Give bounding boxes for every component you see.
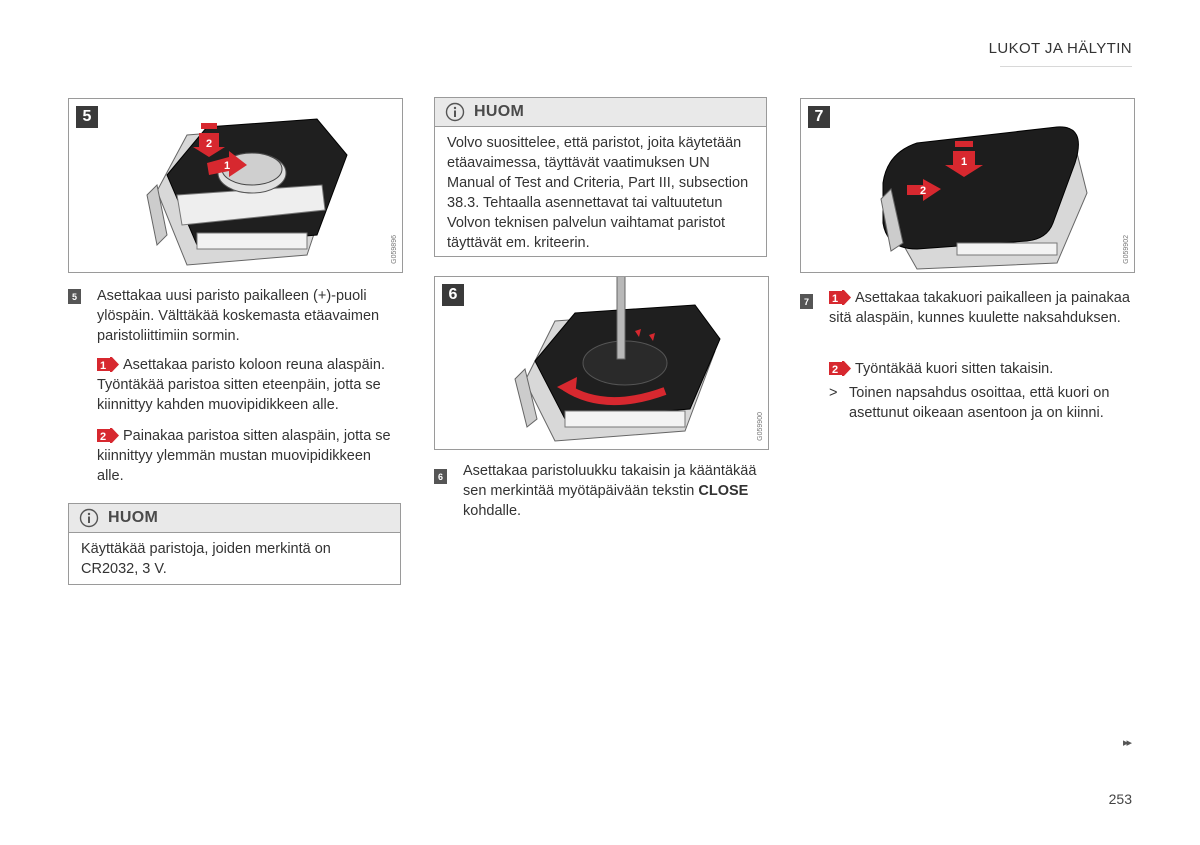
note-body: Käyttäkää paristoja, joiden merkintä on CR2032, 3 V. bbox=[81, 541, 331, 577]
svg-text:2: 2 bbox=[205, 138, 213, 150]
figure-5 bbox=[68, 98, 403, 273]
figure-number: 5 bbox=[76, 106, 98, 128]
svg-text:2: 2 bbox=[831, 364, 839, 376]
step-5 bbox=[68, 286, 398, 346]
substep-text: Painakaa paristoa sitten alaspäin, jotta se kiinnittyy ylemmän mustan muovipidikkeen alle. bbox=[97, 428, 391, 484]
red-arrow-1-icon bbox=[829, 290, 851, 305]
red-arrow-1-icon bbox=[97, 357, 119, 372]
substep-2 bbox=[97, 426, 399, 486]
substep-2 bbox=[829, 359, 1129, 379]
step-number-badge: 6 bbox=[434, 469, 447, 484]
svg-text:1: 1 bbox=[831, 293, 839, 305]
close-label: CLOSE bbox=[698, 483, 749, 499]
step-text bbox=[829, 288, 1130, 328]
key-battery-insert-illustration bbox=[69, 99, 402, 272]
note-body: Volvo suosittelee, että paristot, joita käytetään etäavaimessa, täyttävät vaatimuksen UN Manual of Test and Criteria, Part III, subsection 38.3. Tehtaalla asennettavat tai valtuutetun Volvon teknisen palvelun vaihtamat paristot täyttävät em. kriteerin. bbox=[447, 135, 749, 251]
note-box-battery-type bbox=[68, 503, 401, 585]
svg-text:1: 1 bbox=[223, 160, 231, 172]
note-box-battery-standard bbox=[434, 97, 767, 257]
figure-number: 6 bbox=[442, 284, 464, 306]
step-number-badge: 7 bbox=[800, 294, 813, 309]
step-number-badge: 5 bbox=[68, 289, 81, 304]
substep-1 bbox=[97, 355, 399, 415]
svg-text:2: 2 bbox=[919, 185, 927, 197]
figure-number: 7 bbox=[808, 106, 830, 128]
substep-text: Työntäkää kuori sitten takaisin. bbox=[855, 361, 1054, 377]
red-arrow-2-icon bbox=[829, 361, 851, 376]
step-text-main: Asettakaa takakuori paikalleen ja painakaa sitä alaspäin, kunnes kuulette naksahduksen. bbox=[829, 290, 1130, 326]
info-icon bbox=[79, 508, 99, 528]
figure-7 bbox=[800, 98, 1135, 273]
svg-text:2: 2 bbox=[99, 431, 107, 443]
step-text-main: Asettakaa paristoluukku takaisin ja kääntäkää sen merkintää myötäpäivään tekstin bbox=[463, 463, 757, 499]
note-header bbox=[69, 504, 400, 533]
key-cover-rotate-illustration bbox=[435, 277, 768, 449]
substep-text: Asettakaa paristo koloon reuna alaspäin. Työntäkää paristoa sitten eteenpäin, jotta se kiinnittyy kahden muovipidikkeen alle. bbox=[97, 357, 385, 413]
key-back-cover-illustration bbox=[801, 99, 1134, 272]
note-title: HUOM bbox=[108, 509, 159, 526]
step-text: Asettakaa uusi paristo paikalleen (+)-puoli ylöspäin. Välttäkää koskemasta etäavaimen paristoliittimiin sormin. bbox=[97, 288, 380, 344]
figure-code: G059896 bbox=[391, 235, 398, 264]
step-7 bbox=[800, 288, 1130, 328]
svg-text:1: 1 bbox=[960, 156, 968, 168]
note-title: HUOM bbox=[474, 103, 525, 120]
page-number: 253 bbox=[1108, 791, 1132, 807]
next-page-icon: ▸▸ bbox=[1122, 737, 1130, 749]
step-text bbox=[463, 461, 764, 521]
figure-6 bbox=[434, 276, 769, 450]
result-line bbox=[829, 383, 1129, 423]
note-header bbox=[435, 98, 766, 127]
step-text-end: kohdalle. bbox=[463, 503, 522, 519]
header-rule bbox=[1000, 66, 1132, 67]
header-title: LUKOT JA HÄLYTIN bbox=[988, 40, 1132, 57]
figure-code: G059900 bbox=[757, 412, 764, 441]
result-marker: > bbox=[829, 385, 838, 401]
svg-text:1: 1 bbox=[99, 360, 107, 372]
figure-code: G059902 bbox=[1123, 235, 1130, 264]
red-arrow-2-icon bbox=[97, 428, 119, 443]
result-text: Toinen napsahdus osoittaa, että kuori on asettunut oikeaan asentoon ja on kiinni. bbox=[849, 385, 1110, 421]
step-6 bbox=[434, 461, 764, 521]
info-icon bbox=[445, 102, 465, 122]
